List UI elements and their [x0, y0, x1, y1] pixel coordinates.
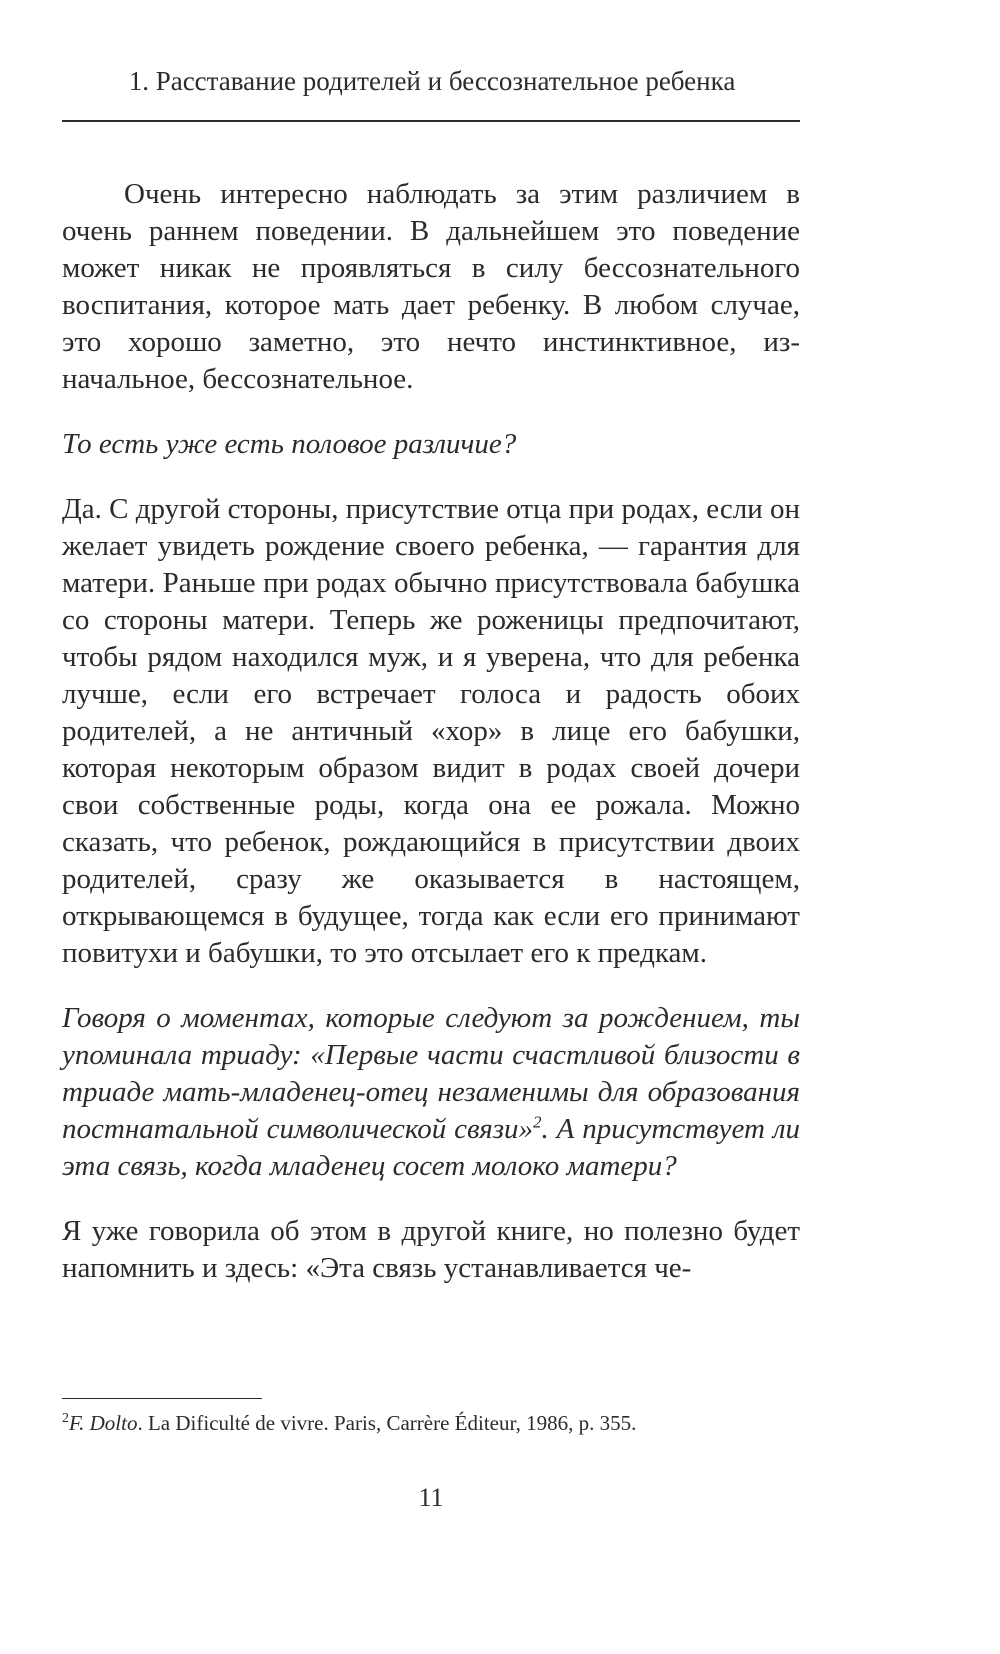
- footnote-mark: 2: [62, 1411, 69, 1426]
- footnote-text: . La Dificulté de vivre. Paris, Carrère Éditeur, 1986, p. 355.: [137, 1411, 637, 1435]
- running-head: 1. Расставание родителей и бессознательное ребенка: [128, 66, 736, 96]
- paragraph-3: Я уже говорила об этом в другой книге, но полезно будет напомнить и здесь: «Эта связь устанавливается че-: [62, 1215, 800, 1284]
- question-2: [62, 1000, 800, 1185]
- footnote-author: F. Dolto: [69, 1411, 138, 1435]
- footnote-rule: [62, 1398, 262, 1399]
- question-2-text: Говоря о моментах, которые следуют за рождением, ты упоминала триаду: «Первые части счастливой близости в триаде мать-младенец-отец незаменимы для образования постнатальной символической связи»: [62, 1002, 800, 1145]
- paragraph-2: Да. С другой стороны, присутствие отца при родах, если он желает увидеть рождение своего ребенка, — гарантия для матери. Раньше при родах обычно присутствовала бабушка со стороны матери. Теперь же роженицы предпочитают, чтобы рядом находился муж, и я уверена, что для ребенка лучше, если его встречает голоса и радость обоих родителей, а не античный «хор» в лице его бабушки, которая некоторым образом видит в родах своей дочери свои собственные роды, когда она ее рожала. Можно сказать, что ребенок, рождающийся в присутствии двоих родителей, сразу же оказывается в настоящем, открывающемся в будущее, тогда как если его принимают повитухи и бабушки, то это отсылает его к предкам.: [62, 493, 800, 969]
- question-2-continuation: . А присутствует ли эта связь, когда младенец сосет молоко матери?: [62, 1113, 801, 1182]
- footnote: [62, 1409, 800, 1437]
- body-text: [62, 176, 800, 1287]
- page-number: 11: [418, 1483, 444, 1512]
- running-head-rule: [62, 120, 800, 122]
- question-1: То есть уже есть половое различие?: [62, 428, 517, 460]
- paragraph-1: Очень интересно наблюдать за этим различием в очень раннем поведении. В дальнейшем это поведение может никак не проявляться в силу бессознательного воспитания, которое мать дает ребенку. В любом случае, это хорошо заметно, это нечто инстинктивное, изначальное, бессознательное.: [62, 178, 800, 395]
- footnote-reference[interactable]: 2: [533, 1112, 542, 1132]
